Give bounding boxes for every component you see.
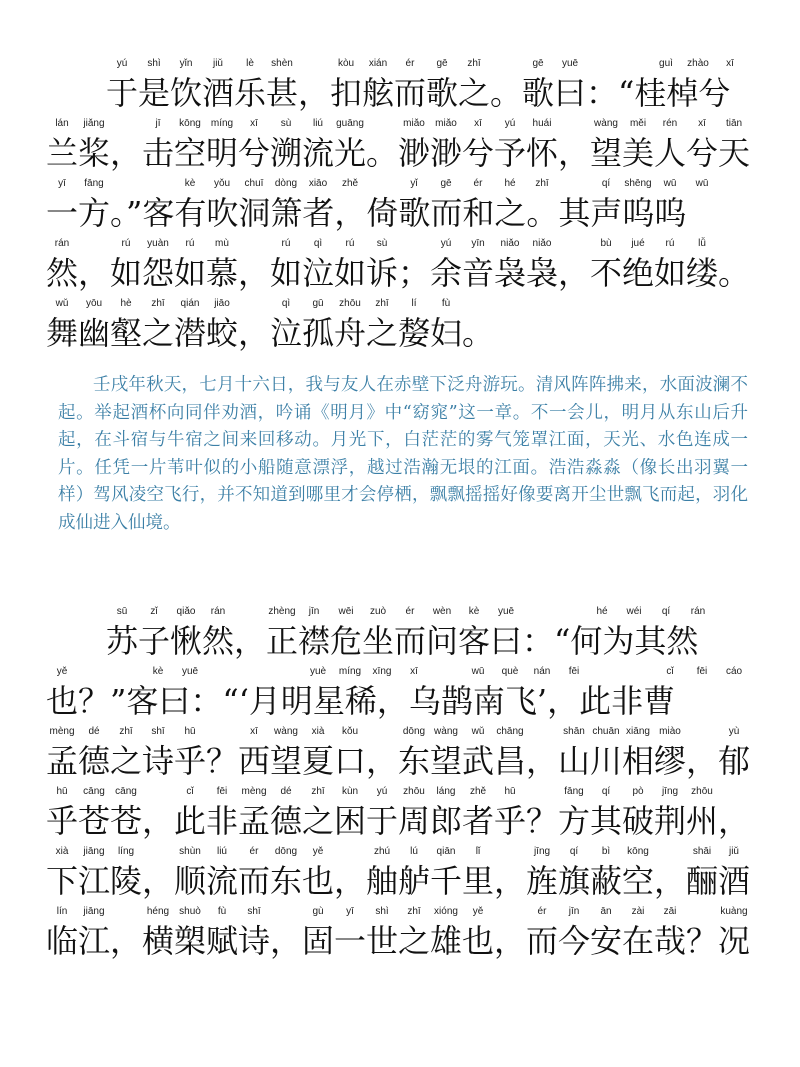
pinyin: jiāo <box>214 298 230 309</box>
pinyin: hé <box>504 178 516 189</box>
pinyin: zāi <box>663 906 677 917</box>
pinyin: rú <box>345 238 355 249</box>
pinyin <box>110 664 142 680</box>
pinyin: shì <box>375 906 389 917</box>
pinyin: xióng <box>434 906 458 917</box>
hanzi-line: 临江，横槊赋诗，固一世之雄也，而今安在哉？况 <box>46 922 751 960</box>
pinyin: fù <box>217 906 227 917</box>
pinyin: qí <box>661 606 671 617</box>
pinyin: miào <box>659 726 681 737</box>
pinyin: dōng <box>274 846 298 857</box>
pinyin: míng <box>338 666 362 677</box>
pinyin: yī <box>58 178 66 189</box>
pinyin: héng <box>146 906 170 917</box>
pinyin <box>686 724 718 740</box>
pinyin: huái <box>532 118 552 129</box>
pinyin: rán <box>54 238 70 249</box>
pinyin: guāng <box>336 118 364 129</box>
pinyin: qì <box>281 298 291 309</box>
pinyin: rán <box>210 606 226 617</box>
pinyin: yǐn <box>179 58 193 69</box>
pinyin: kòu <box>337 58 355 69</box>
hanzi-line: 苏子愀然，正襟危坐而问客曰：“何为其然 <box>106 622 699 660</box>
pinyin: shuò <box>179 906 201 917</box>
classical-text-part-2 <box>46 604 756 964</box>
pinyin <box>234 604 266 620</box>
pinyin: yǐ <box>410 178 418 189</box>
pinyin: jīng <box>661 786 679 797</box>
text-line <box>46 56 756 116</box>
pinyin: sù <box>376 238 388 249</box>
pinyin: zhào <box>687 58 709 69</box>
pinyin: zhī <box>311 786 325 797</box>
pinyin: xià <box>311 726 325 737</box>
pinyin: shēng <box>624 178 652 189</box>
text-line <box>46 604 756 664</box>
pinyin: yuē <box>561 58 579 69</box>
pinyin: ān <box>600 906 612 917</box>
pinyin <box>366 176 398 192</box>
pinyin: wàng <box>434 726 458 737</box>
pinyin <box>398 236 430 252</box>
hanzi-line: 兰桨，击空明兮溯流光。渺渺兮予怀，望美人兮天 <box>46 134 751 172</box>
pinyin: jīng <box>533 846 551 857</box>
pinyin: mù <box>215 238 229 249</box>
pinyin <box>494 904 526 920</box>
classical-text-part-1 <box>46 56 756 356</box>
pinyin: wū <box>471 666 485 677</box>
pinyin: gū <box>312 298 324 309</box>
pinyin <box>590 664 622 680</box>
text-line <box>46 296 756 356</box>
pinyin: lán <box>55 118 69 129</box>
pinyin <box>270 904 302 920</box>
pinyin: xiāo <box>308 178 328 189</box>
pinyin: zhèng <box>268 606 296 617</box>
pinyin: liú <box>216 846 227 857</box>
pinyin: xī <box>474 118 482 129</box>
pinyin: dōng <box>402 726 426 737</box>
hanzi-line: 也？”客曰：“‘月明星稀，乌鹊南飞’，此非曹 <box>46 682 676 720</box>
text-line <box>46 664 756 724</box>
pinyin: jué <box>631 238 645 249</box>
pinyin: wéi <box>626 606 642 617</box>
pinyin: pò <box>632 786 644 797</box>
pinyin: kè <box>468 606 480 617</box>
pinyin <box>78 236 110 252</box>
pinyin: dé <box>88 726 100 737</box>
text-line <box>46 176 756 236</box>
pinyin: kōng <box>627 846 649 857</box>
pinyin: yuè <box>309 666 327 677</box>
pinyin <box>238 664 270 680</box>
pinyin: bì <box>601 846 611 857</box>
pinyin: zhōu <box>691 786 713 797</box>
pinyin: kè <box>152 666 164 677</box>
pinyin: lǐ <box>475 846 481 857</box>
pinyin: jiǎng <box>83 118 105 129</box>
pinyin: qí <box>569 846 579 857</box>
hanzi-line: 于是饮酒乐甚，扣舷而歌之。歌曰：“桂棹兮 <box>106 74 731 112</box>
pinyin-row <box>46 844 756 860</box>
pinyin: qián <box>180 298 200 309</box>
pinyin: zhī <box>375 298 389 309</box>
hanzi-line: 然，如怨如慕，如泣如诉；余音袅袅，不绝如缕。 <box>46 254 751 292</box>
pinyin <box>686 904 718 920</box>
pinyin: zhōu <box>403 786 425 797</box>
pinyin <box>522 604 554 620</box>
pinyin: sū <box>116 606 128 617</box>
pinyin <box>494 844 526 860</box>
hanzi-line: 一方。”客有吹洞箫者，倚歌而和之。其声呜呜 <box>46 194 687 232</box>
pinyin: qì <box>313 238 323 249</box>
pinyin <box>718 784 750 800</box>
pinyin: xī <box>250 726 258 737</box>
pinyin: rú <box>121 238 131 249</box>
pinyin: ér <box>537 906 547 917</box>
pinyin-row <box>46 904 756 920</box>
pinyin: shì <box>147 58 161 69</box>
pinyin: yǒu <box>213 178 231 189</box>
pinyin: wèn <box>432 606 452 617</box>
pinyin <box>366 116 398 132</box>
pinyin <box>334 844 366 860</box>
pinyin: kǒu <box>341 726 359 737</box>
pinyin: kuàng <box>720 906 748 917</box>
pinyin: xīng <box>372 666 392 677</box>
text-line <box>46 724 756 784</box>
pinyin: hé <box>596 606 608 617</box>
pinyin: hè <box>120 298 132 309</box>
text-line <box>46 236 756 296</box>
pinyin <box>142 784 174 800</box>
pinyin: wū <box>663 178 677 189</box>
pinyin: shèn <box>271 58 293 69</box>
pinyin: miǎo <box>435 118 457 129</box>
text-line <box>46 784 756 844</box>
pinyin: xiāng <box>626 726 650 737</box>
pinyin: shī <box>151 726 165 737</box>
pinyin <box>238 236 270 252</box>
pinyin-row <box>46 236 756 252</box>
pinyin: jī <box>155 118 161 129</box>
pinyin-row <box>46 664 756 680</box>
pinyin: fāng <box>84 178 104 189</box>
text-line <box>46 844 756 904</box>
pinyin <box>490 56 522 72</box>
pinyin: qí <box>601 786 611 797</box>
pinyin: wǔ <box>55 298 69 309</box>
pinyin: cǐ <box>186 786 194 797</box>
pinyin <box>586 56 618 72</box>
pinyin <box>142 844 174 860</box>
pinyin: dé <box>280 786 292 797</box>
pinyin: yě <box>56 666 68 677</box>
pinyin: fēi <box>216 786 228 797</box>
pinyin: shān <box>563 726 585 737</box>
pinyin: shāi <box>692 846 712 857</box>
pinyin: míng <box>210 118 234 129</box>
pinyin <box>558 116 590 132</box>
pinyin: rén <box>662 118 678 129</box>
pinyin: qí <box>601 178 611 189</box>
pinyin: jiāng <box>83 906 105 917</box>
pinyin: yuàn <box>147 238 169 249</box>
pinyin: xī <box>250 118 258 129</box>
pinyin: kè <box>184 178 196 189</box>
pinyin <box>554 604 586 620</box>
modern-translation-paragraph: 壬戌年秋天，七月十六日，我与友人在赤壁下泛舟游玩。清风阵阵拂来，水面波澜不起。举起酒杯向同伴劝酒，吟诵《明月》中“窈窕”这一章。不一会儿，明月从东山后升起，在斗宿与牛宿之间来回移动。月光下，白茫茫的雾气笼罩江面，天光、水色连成一片。任凭一片苇叶似的小船随意漂浮，越过浩瀚无垠的江面。浩浩淼淼（像长出羽翼一样）驾风凌空飞行，并不知道到哪里才会停栖，飘飘摇摇好像要离开尘世飘飞而起，羽化成仙进入仙境。 <box>58 375 748 533</box>
pinyin-row <box>106 604 756 620</box>
hanzi-line: 舞幽壑之潜蛟，泣孤舟之嫠妇。 <box>46 314 495 352</box>
pinyin: zǐ <box>150 606 158 617</box>
pinyin: chuān <box>592 726 620 737</box>
pinyin: yú <box>504 118 516 129</box>
pinyin: mèng <box>49 726 75 737</box>
pinyin: bù <box>600 238 612 249</box>
pinyin: cāng <box>115 786 137 797</box>
pinyin: ér <box>405 58 415 69</box>
pinyin: ér <box>249 846 259 857</box>
pinyin: yě <box>472 906 484 917</box>
pinyin: ér <box>473 178 483 189</box>
pinyin: jiǔ <box>212 58 223 69</box>
pinyin: fēi <box>696 666 708 677</box>
pinyin: jiǔ <box>728 846 739 857</box>
pinyin: zhī <box>407 906 421 917</box>
pinyin <box>206 724 238 740</box>
pinyin: chāng <box>496 726 524 737</box>
pinyin: zhú <box>373 846 391 857</box>
pinyin: tiān <box>725 118 743 129</box>
pinyin: měi <box>629 118 647 129</box>
pinyin-row <box>46 784 756 800</box>
pinyin: lú <box>410 846 418 857</box>
pinyin: zhōu <box>339 298 361 309</box>
pinyin: yuē <box>497 606 515 617</box>
pinyin: xī <box>698 118 706 129</box>
pinyin <box>622 664 654 680</box>
pinyin: wàng <box>594 118 618 129</box>
pinyin: yù <box>728 726 740 737</box>
pinyin: dòng <box>274 178 298 189</box>
pinyin-row <box>106 56 756 72</box>
pinyin: sù <box>280 118 292 129</box>
pinyin: niǎo <box>532 238 552 249</box>
pinyin: zhī <box>151 298 165 309</box>
pinyin: xià <box>55 846 69 857</box>
pinyin <box>206 664 238 680</box>
pinyin <box>270 664 302 680</box>
pinyin <box>526 784 558 800</box>
pinyin <box>142 176 174 192</box>
pinyin <box>558 236 590 252</box>
pinyin <box>526 724 558 740</box>
pinyin: miǎo <box>403 118 425 129</box>
pinyin: qiān <box>436 846 456 857</box>
pinyin: rú <box>665 238 675 249</box>
pinyin <box>718 236 750 252</box>
pinyin <box>110 176 142 192</box>
hanzi-line: 孟德之诗乎？西望夏口，东望武昌，山川相缪，郁 <box>46 742 751 780</box>
pinyin: xián <box>368 58 388 69</box>
pinyin: rú <box>185 238 195 249</box>
pinyin: xī <box>410 666 418 677</box>
pinyin: líng <box>117 846 135 857</box>
pinyin: zhī <box>535 178 549 189</box>
pinyin <box>78 664 110 680</box>
pinyin: yú <box>376 786 388 797</box>
pinyin: què <box>501 666 519 677</box>
pinyin: qiǎo <box>176 606 196 617</box>
pinyin: zhī <box>467 58 481 69</box>
pinyin: lín <box>56 906 68 917</box>
pinyin: yú <box>116 58 128 69</box>
pinyin: wū <box>695 178 709 189</box>
pinyin: ér <box>405 606 415 617</box>
pinyin: mèng <box>241 786 267 797</box>
pinyin <box>238 296 270 312</box>
pinyin: lǚ <box>698 238 706 249</box>
pinyin: cāng <box>83 786 105 797</box>
pinyin <box>558 176 590 192</box>
pinyin: hū <box>504 786 516 797</box>
pinyin: láng <box>436 786 456 797</box>
pinyin: fù <box>441 298 451 309</box>
pinyin: gē <box>440 178 452 189</box>
text-line <box>46 116 756 176</box>
pinyin: wēi <box>338 606 354 617</box>
pinyin: yōu <box>85 298 103 309</box>
pinyin: zài <box>631 906 645 917</box>
pinyin: gù <box>312 906 324 917</box>
pinyin-row <box>46 724 756 740</box>
pinyin: cǐ <box>666 666 674 677</box>
pinyin: hū <box>184 726 196 737</box>
pinyin: gē <box>436 58 448 69</box>
pinyin: guì <box>659 58 673 69</box>
pinyin: lí <box>411 298 417 309</box>
pinyin: lè <box>246 58 254 69</box>
pinyin: nán <box>533 666 551 677</box>
pinyin: kōng <box>179 118 201 129</box>
pinyin: jīn <box>568 906 580 917</box>
pinyin: yú <box>440 238 452 249</box>
text-line <box>46 904 756 964</box>
pinyin: jiāng <box>83 846 105 857</box>
pinyin <box>654 844 686 860</box>
pinyin-row <box>46 296 756 312</box>
pinyin: wàng <box>274 726 298 737</box>
pinyin <box>298 56 330 72</box>
pinyin-row <box>46 176 756 192</box>
pinyin: fēi <box>568 666 580 677</box>
pinyin: zhě <box>469 786 487 797</box>
pinyin: rú <box>281 238 291 249</box>
pinyin: niǎo <box>500 238 520 249</box>
pinyin: fāng <box>564 786 584 797</box>
pinyin: hū <box>56 786 68 797</box>
pinyin <box>618 56 650 72</box>
pinyin-row <box>46 116 756 132</box>
pinyin: yě <box>312 846 324 857</box>
pinyin: zhī <box>119 726 133 737</box>
pinyin: shùn <box>179 846 201 857</box>
pinyin <box>110 116 142 132</box>
hanzi-line: 乎苍苍，此非孟德之困于周郎者乎？方其破荆州， <box>46 802 751 840</box>
pinyin <box>110 904 142 920</box>
pinyin: zuò <box>369 606 387 617</box>
pinyin: xī <box>726 58 734 69</box>
pinyin: rán <box>690 606 706 617</box>
pinyin: gē <box>532 58 544 69</box>
pinyin: jīn <box>308 606 320 617</box>
pinyin: yuē <box>181 666 199 677</box>
pinyin: shī <box>247 906 261 917</box>
pinyin: wǔ <box>471 726 485 737</box>
pinyin: kùn <box>341 786 359 797</box>
pinyin: liú <box>312 118 323 129</box>
pinyin: chuī <box>244 178 264 189</box>
pinyin: zhě <box>341 178 359 189</box>
pinyin <box>366 724 398 740</box>
pinyin: yī <box>346 906 354 917</box>
pinyin <box>462 296 494 312</box>
pinyin <box>430 664 462 680</box>
pinyin: yīn <box>471 238 485 249</box>
pinyin: cáo <box>725 666 743 677</box>
hanzi-line: 下江陵，顺流而东也，舳舻千里，旌旗蔽空，酾酒 <box>46 862 751 900</box>
